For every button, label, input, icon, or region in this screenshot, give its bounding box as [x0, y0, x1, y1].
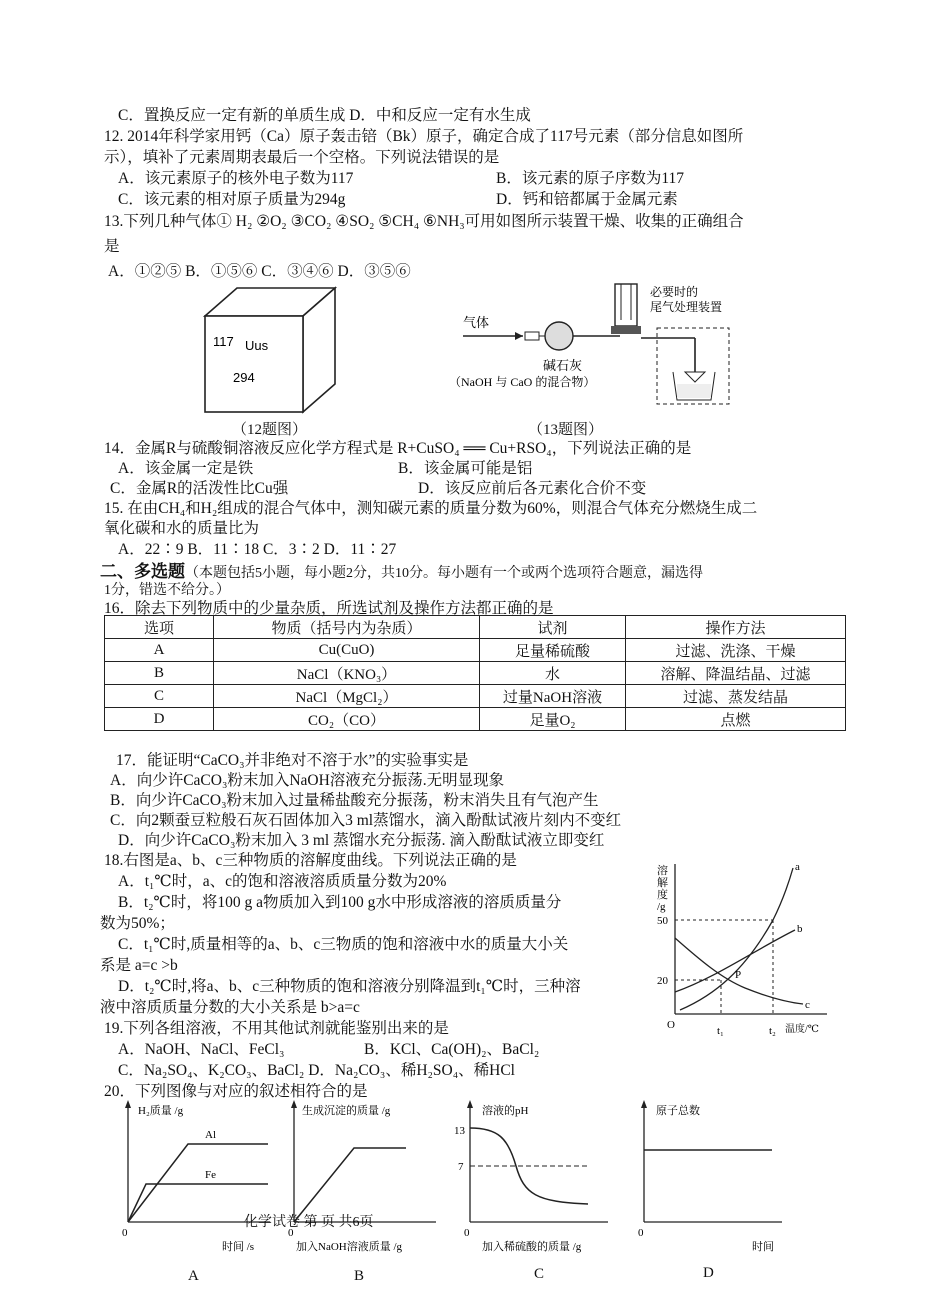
tick-t1: t₁ [717, 1025, 724, 1037]
y-arrow [641, 1100, 647, 1108]
element-mass: 294 [233, 370, 255, 385]
tick-50: 50 [657, 915, 668, 927]
graph-d-letter: D [703, 1265, 714, 1281]
table-cell: 水 [480, 662, 626, 685]
collection-bottle [615, 284, 637, 326]
label-b: b [797, 923, 803, 935]
graph-b-letter: B [354, 1268, 365, 1284]
table-cell: B [105, 662, 214, 685]
header-cell: 试剂 [480, 616, 626, 639]
q16-table [104, 615, 846, 731]
graph-c-xlabel: 加入稀硫酸的质量 /g [482, 1241, 582, 1253]
q13-options: A．①②⑤ B．①⑤⑥ C．③④⑥ D．③⑤⑥ [108, 263, 411, 280]
graph-c-letter: C [534, 1266, 545, 1282]
table-cell: NaCl（MgCl₂） [214, 685, 480, 708]
graph-b [276, 1098, 446, 1258]
graph-c [448, 1098, 618, 1258]
header-cell: 选项 [105, 616, 214, 639]
q12-option-b: B．该元素的原子序数为117 [496, 170, 685, 187]
graph-b-zero: 0 [288, 1227, 294, 1239]
graph-c-ylabel: 溶液的pH [482, 1105, 529, 1117]
fig13-caption: （13题图） [528, 422, 604, 438]
table-row [105, 639, 846, 662]
header-cell: 操作方法 [626, 616, 846, 639]
q13-stem-1: 13.下列几种气体① H₂ ②O₂ ③CO₂ ④SO₂ ⑤CH₄ ⑥NH₃可用如图所示装置干燥、收集的正确组合 [104, 213, 744, 230]
q13-stem-2: 是 [104, 238, 120, 255]
y-arrow [467, 1100, 473, 1108]
q17-option-c: C．向2颗蚕豆粒般石灰石固体加入3 ml蒸馏水，滴入酚酞试液片刻内不变红 [110, 812, 622, 829]
q18-option-b-2: 数为50%； [100, 915, 175, 932]
cube-front [205, 316, 303, 412]
q15-stem-1: 15. 在由CH₄和H₂组成的混合气体中，测知碳元素的质量分数为60%，则混合气体充分燃烧生成二 [104, 500, 758, 517]
q18-option-c-1: C．t₁℃时,质量相等的a、b、c三物质的饱和溶液中水的质量大小关 [118, 936, 569, 953]
element-symbol: Uus [245, 338, 269, 353]
q17-option-d: D．向少许CaCO₃粉末加入 3 ml 蒸馏水充分振荡. 滴入酚酞试液立即变红 [118, 832, 605, 849]
graph-a-xlabel: 时间 /s [222, 1241, 255, 1253]
q16-stem: 16．除去下列物质中的少量杂质，所选试剂及操作方法都正确的是 [104, 600, 554, 617]
graph-c-zero: 0 [464, 1227, 470, 1239]
q15-stem-2: 氧化碳和水的质量比为 [104, 520, 260, 537]
q17-stem: 17．能证明“CaCO₃并非绝对不溶于水”的实验事实是 [116, 752, 469, 769]
agent-desc: （NaOH 与 CaO 的混合物） [449, 375, 596, 389]
gas-label: 气体 [463, 315, 490, 330]
table-header-row [105, 616, 846, 639]
table-cell: CO₂（CO） [214, 708, 480, 731]
q11-options-cd: C．置换反应一定有新的单质生成 D．中和反应一定有水生成 [118, 107, 531, 124]
q19-option-a: A．NaOH、NaCl、FeCl₃ [118, 1041, 285, 1058]
table-row [105, 662, 846, 685]
fig12-caption: （12题图） [232, 422, 308, 438]
table-cell: Cu(CuO) [214, 639, 480, 662]
q12-option-a: A．该元素原子的核外电子数为117 [118, 170, 354, 187]
drying-tube [545, 322, 573, 350]
q12-option-d: D．钙和锫都属于金属元素 [496, 191, 678, 208]
table-cell: C [105, 685, 214, 708]
ylabel-2: 解 [657, 877, 668, 889]
graph-a [110, 1098, 280, 1258]
q19-option-b: B．KCl、Ca(OH)₂、BaCl₂ [364, 1041, 540, 1058]
q14-option-c: C．金属R的活泼性比Cu强 [110, 480, 289, 497]
graph-a-zero: 0 [122, 1227, 128, 1239]
graph-a-fe: Fe [205, 1169, 216, 1181]
tick-20: 20 [657, 975, 668, 987]
tick-t2: t₂ [769, 1025, 776, 1037]
tail-note-1: 必要时的 [650, 285, 699, 299]
q12-option-c: C．该元素的相对原子质量为294g [118, 191, 346, 208]
bottle-base [611, 326, 641, 334]
curve-a [680, 868, 793, 1010]
graph-d-zero: 0 [638, 1227, 644, 1239]
q19-stem: 19.下列各组溶液，不用其他试剂就能鉴别出来的是 [104, 1020, 449, 1037]
table-cell: 足量稀硫酸 [480, 639, 626, 662]
line-al [128, 1144, 268, 1222]
q15-options: A．22∶9 B．11∶18 C．3∶2 D．11∶27 [118, 541, 397, 558]
graph-d-ylabel: 原子总数 [656, 1105, 700, 1117]
q17-option-b: B．向少许CaCO₃粉末加入过量稀盐酸充分振荡，粉末消失且有气泡产生 [110, 792, 599, 809]
graph-b-ylabel: 生成沉淀的质量 /g [302, 1105, 391, 1117]
graph-a-letter: A [188, 1268, 199, 1284]
header-cell: 物质（括号内为杂质） [214, 616, 480, 639]
graph-a-al: Al [205, 1129, 216, 1141]
q18-option-d-1: D．t₂℃时,将a、b、c三种物质的饱和溶液分别降温到t₁℃时，三种溶 [118, 978, 581, 995]
table-cell: D [105, 708, 214, 731]
beaker-liquid [677, 384, 711, 398]
q14-option-b: B．该金属可能是铝 [398, 460, 533, 477]
table-cell: 溶解、降温结晶、过滤 [626, 662, 846, 685]
xlabel: 温度/℃ [785, 1024, 819, 1035]
table-cell: A [105, 639, 214, 662]
q18-option-b-1: B．t₂℃时，将100 g a物质加入到100 g水中形成溶液的溶质质量分 [118, 894, 562, 911]
table-cell: 过滤、洗涤、干燥 [626, 639, 846, 662]
ylabel-3: 度 [657, 889, 668, 901]
tail-note-2: 尾气处理装置 [650, 300, 723, 314]
y-arrow [291, 1100, 297, 1108]
page-footer: 化学试卷 第 页 共6页 [244, 1215, 374, 1230]
table-cell: 足量O₂ [480, 708, 626, 731]
ylabel-1: 溶 [657, 865, 668, 877]
table-cell: 过量NaOH溶液 [480, 685, 626, 708]
table-cell: 点燃 [626, 708, 846, 731]
ylabel-unit: /g [657, 901, 666, 913]
label-p: P [735, 969, 742, 981]
q12-stem-1: 12. 2014年科学家用钙（Ca）原子轰击锫（Bk）原子，确定合成了117号元素（部分信息如图所 [104, 128, 744, 145]
q17-option-a: A．向少许CaCO₃粉末加入NaOH溶液充分振荡.无明显现象 [110, 772, 505, 789]
funnel [685, 372, 705, 382]
table-cell: NaCl（KNO₃） [214, 662, 480, 685]
q18-stem: 18.右图是a、b、c三种物质的溶解度曲线。下列说法正确的是 [104, 852, 517, 869]
q18-option-a: A．t₁℃时，a、c的饱和溶液溶质质量分数为20% [118, 873, 447, 890]
label-a: a [795, 861, 800, 873]
graph-c-y7: 7 [458, 1161, 464, 1173]
q14-stem: 14．金属R与硫酸铜溶液反应化学方程式是 R+CuSO₄ ══ Cu+RSO₄，下列说法正确的是 [104, 440, 692, 457]
section2-title: 二、多选题 [100, 562, 185, 581]
q14-option-d: D．该反应前后各元素化合价不变 [418, 480, 647, 497]
section2-note-2: 1分，错选不给分。） [104, 583, 230, 598]
element-number: 117 [213, 334, 234, 349]
line-precipitate [294, 1148, 406, 1222]
fig13-apparatus [445, 280, 785, 415]
graph-d [622, 1098, 792, 1258]
table-row [105, 708, 846, 731]
agent-label: 碱石灰 [543, 358, 583, 373]
table-row [105, 685, 846, 708]
graph-d-xlabel: 时间 [752, 1241, 774, 1253]
origin: O [667, 1019, 675, 1031]
q18-option-c-2: 系是 a=c >b [100, 957, 178, 974]
stopper [525, 332, 539, 340]
q19-options-cd: C．Na₂SO₄、K₂CO₃、BaCl₂ D．Na₂CO₃、稀H₂SO₄、稀HCl [118, 1062, 515, 1079]
graph-a-ylabel: H₂质量 /g [138, 1105, 184, 1117]
fig12-element-cube [195, 282, 345, 440]
fig18-solubility-curve [655, 860, 830, 1040]
graph-c-y13: 13 [454, 1125, 465, 1137]
q12-stem-2: 示），填补了元素周期表最后一个空格。下列说法错误的是 [104, 149, 500, 166]
q20-stem: 20．下列图像与对应的叙述相符合的是 [104, 1083, 368, 1100]
q14-option-a: A．该金属一定是铁 [118, 460, 254, 477]
section2-note: （本题包括5小题，每小题2分，共10分。每小题有一个或两个选项符合题意，漏选得 [185, 566, 703, 581]
label-c: c [805, 999, 810, 1011]
graph-b-xlabel: 加入NaOH溶液质量 /g [296, 1241, 403, 1253]
table-cell: 过滤、蒸发结晶 [626, 685, 846, 708]
gas-arrow-head [515, 332, 523, 340]
y-arrow [125, 1100, 131, 1108]
q18-option-d-2: 液中溶质质量分数的大小关系是 b>a=c [100, 999, 360, 1016]
